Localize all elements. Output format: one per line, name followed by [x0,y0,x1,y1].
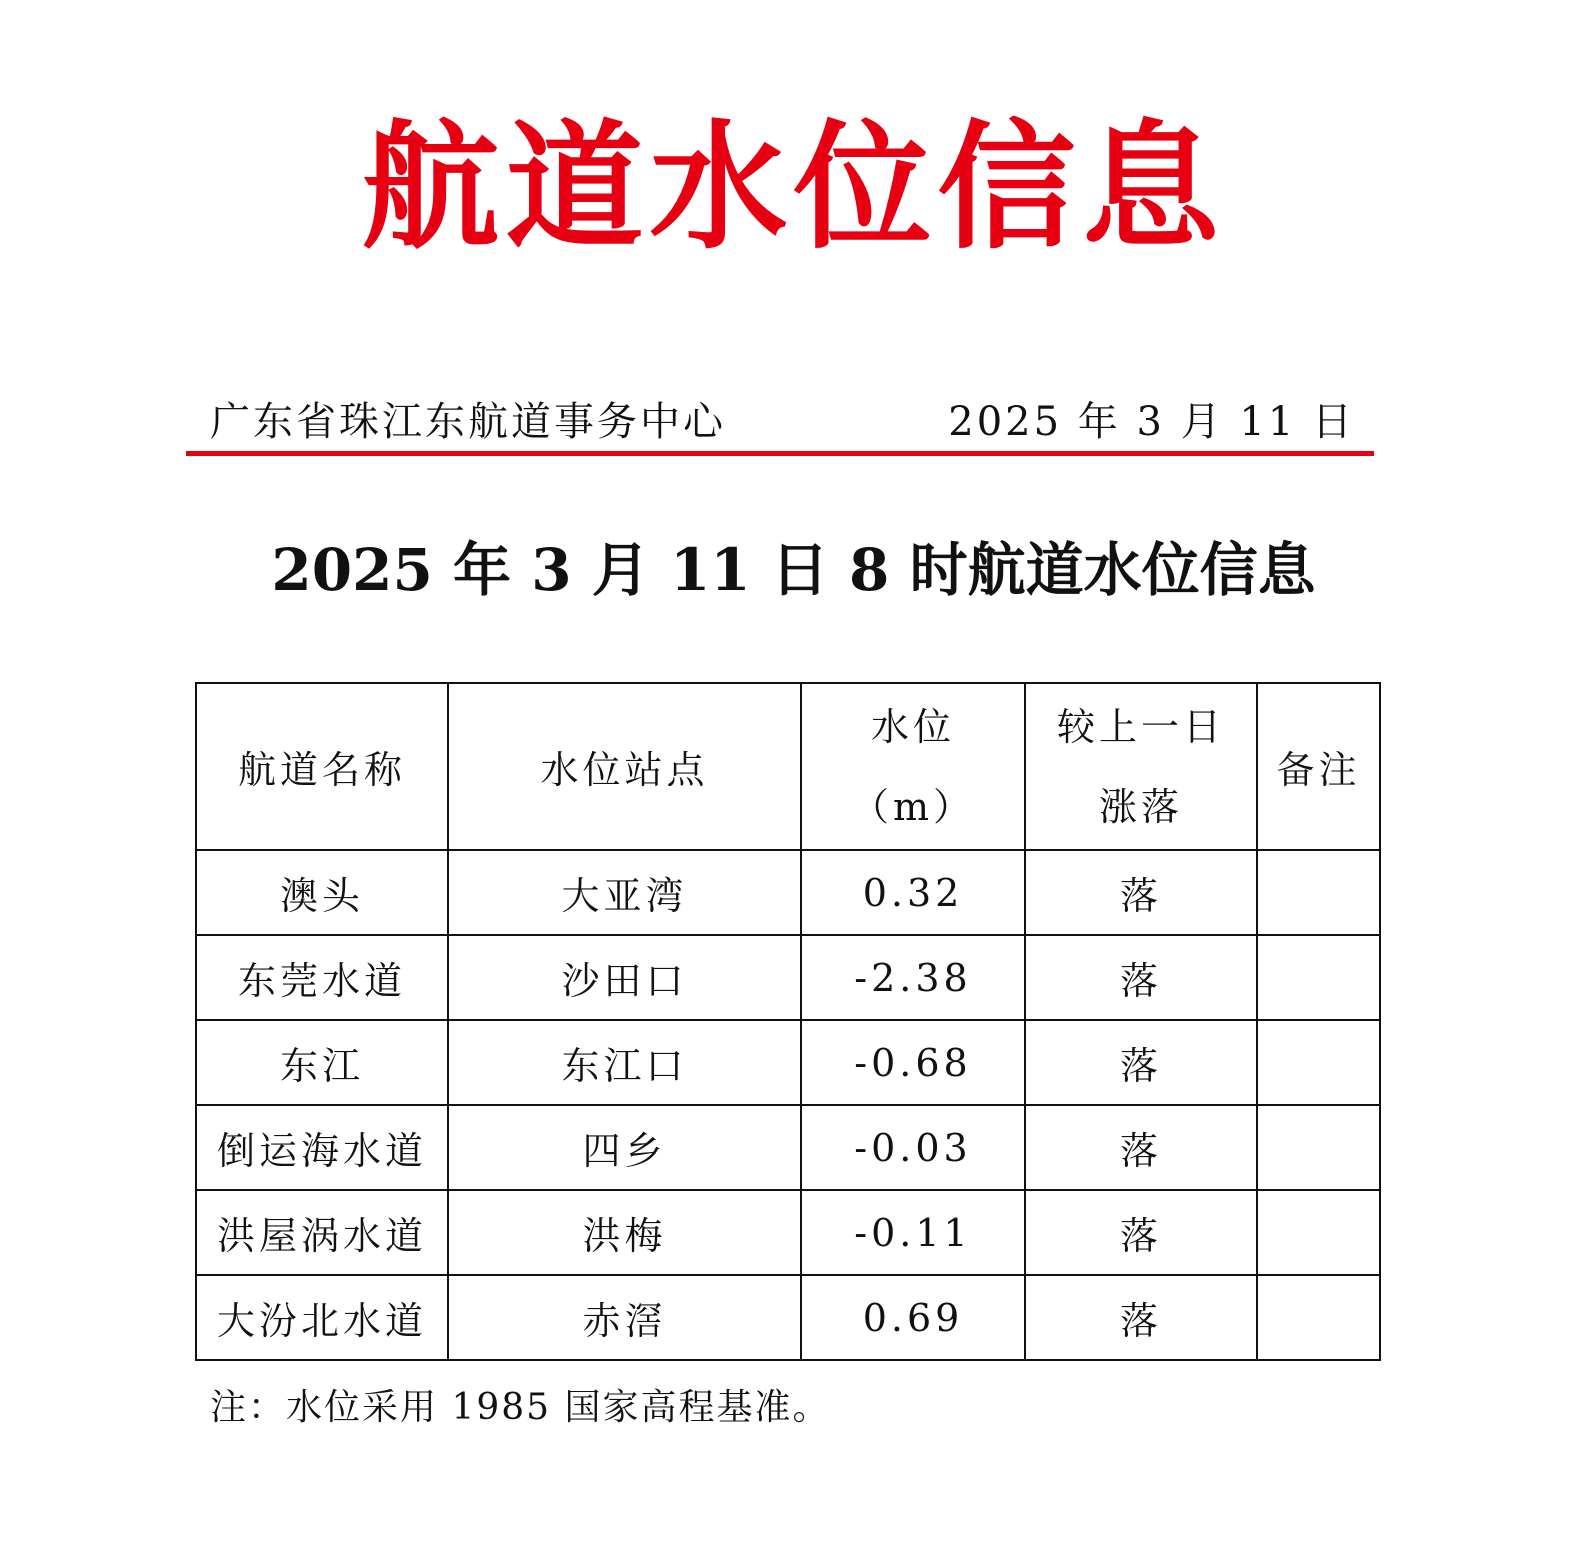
footnote: 注：水位采用 1985 国家高程基准。 [210,1387,831,1428]
cell-change: 落 [1025,1020,1257,1105]
header-station: 水位站点 [448,683,801,850]
cell-level: 0.69 [801,1275,1025,1360]
header-divider [186,451,1374,456]
table-header-row [196,683,1380,850]
cell-channel: 澳头 [196,850,448,935]
cell-station: 洪梅 [448,1190,801,1275]
table-row [196,1020,1380,1105]
cell-remark [1257,850,1380,935]
header-remark: 备注 [1257,683,1380,850]
header-change-line1: 较上一日 [1056,704,1225,749]
cell-level: 0.32 [801,850,1025,935]
cell-level: -0.68 [801,1020,1025,1105]
water-level-table [195,682,1381,1361]
table-row [196,850,1380,935]
cell-channel: 倒运海水道 [196,1105,448,1190]
cell-level: -2.38 [801,935,1025,1020]
header-level [801,683,1025,850]
cell-remark [1257,1190,1380,1275]
issue-date: 2025 年 3 月 11 日 [948,399,1355,445]
cell-station: 沙田口 [448,935,801,1020]
header-level-label: 水位 [870,704,955,749]
cell-remark [1257,1020,1380,1105]
cell-change: 落 [1025,935,1257,1020]
cell-remark [1257,1275,1380,1360]
cell-level: -0.03 [801,1105,1025,1190]
cell-level: -0.11 [801,1190,1025,1275]
cell-station: 四乡 [448,1105,801,1190]
cell-change: 落 [1025,850,1257,935]
cell-channel: 大汾北水道 [196,1275,448,1360]
document-title: 航道水位信息 [361,107,1226,268]
cell-change: 落 [1025,1190,1257,1275]
header-change-line2: 涨落 [1098,784,1183,829]
report-subtitle: 2025 年 3 月 11 日 8 时航道水位信息 [271,536,1316,604]
cell-remark [1257,935,1380,1020]
cell-station: 东江口 [448,1020,801,1105]
cell-station: 赤滘 [448,1275,801,1360]
table-row [196,935,1380,1020]
cell-change: 落 [1025,1275,1257,1360]
cell-change: 落 [1025,1105,1257,1190]
header-change [1025,683,1257,850]
header-level-unit: （m） [850,784,976,829]
cell-channel: 东莞水道 [196,935,448,1020]
table-row [196,1105,1380,1190]
issuer-name: 广东省珠江东航道事务中心 [210,399,726,445]
cell-channel: 东江 [196,1020,448,1105]
header-channel: 航道名称 [196,683,448,850]
cell-remark [1257,1105,1380,1190]
table-row [196,1190,1380,1275]
cell-channel: 洪屋涡水道 [196,1190,448,1275]
table-row [196,1275,1380,1360]
cell-station: 大亚湾 [448,850,801,935]
